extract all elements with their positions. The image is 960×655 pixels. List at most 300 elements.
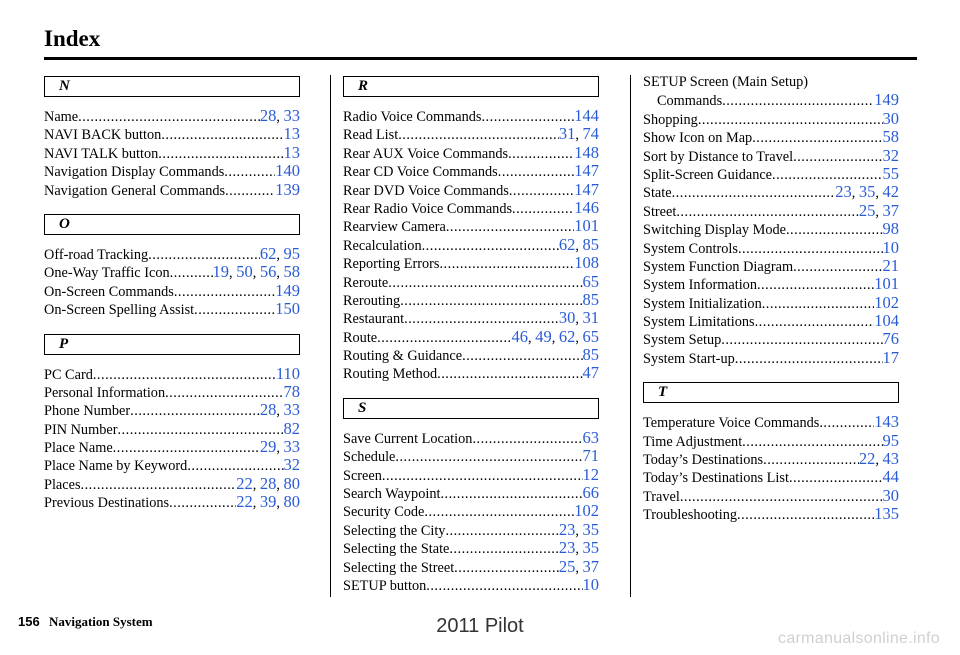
entry-pages — [883, 330, 900, 348]
page-link[interactable]: 33 — [283, 106, 300, 125]
entry-pages — [275, 162, 300, 180]
index-entry — [44, 493, 300, 511]
page-link[interactable]: 62 — [558, 234, 576, 254]
page-link[interactable]: 21 — [882, 255, 899, 275]
page-link[interactable]: 22 — [858, 449, 876, 469]
dot-leader — [755, 313, 875, 331]
index-entry — [343, 273, 599, 291]
page-link[interactable]: 46 — [511, 326, 529, 346]
entry-pages — [574, 162, 599, 180]
page-link[interactable]: 19 — [212, 262, 230, 282]
dot-leader — [498, 163, 575, 181]
page-link[interactable]: 13 — [283, 124, 300, 144]
page-link[interactable]: 95 — [283, 243, 300, 263]
entry-pages — [883, 487, 900, 505]
page-link[interactable]: 62 — [259, 243, 277, 263]
index-entry — [343, 181, 599, 199]
entry-pages — [574, 502, 599, 520]
entry-term: Rear DVD Voice Commands — [343, 182, 509, 199]
page-link[interactable]: 12 — [582, 464, 599, 484]
page-link[interactable]: 76 — [882, 329, 899, 349]
page-link[interactable]: 35 — [582, 538, 599, 558]
index-entry — [343, 429, 599, 447]
entry-list — [343, 429, 599, 595]
dot-leader — [225, 182, 275, 200]
entry-pages — [583, 576, 600, 594]
index-entry — [643, 147, 899, 165]
page-link[interactable]: 39 — [259, 492, 277, 512]
entry-pages: 22, 43 — [858, 449, 899, 469]
index-entry — [643, 275, 899, 293]
page-link[interactable]: 56 — [259, 262, 277, 282]
index-entry — [44, 401, 300, 419]
entry-pages — [275, 282, 300, 300]
entry-term: Schedule — [343, 449, 396, 466]
page-link[interactable]: 10 — [882, 237, 899, 257]
page-link[interactable]: 80 — [283, 473, 300, 493]
index-entry — [643, 468, 899, 486]
index-entry — [643, 73, 899, 91]
entry-pages — [883, 349, 900, 367]
entry-list — [643, 73, 899, 367]
page-link[interactable]: 147 — [574, 179, 599, 199]
footer-label: Navigation System — [48, 614, 153, 629]
page-link[interactable]: 10 — [582, 574, 599, 594]
dot-leader — [422, 237, 559, 255]
entry-pages: 28, 33 — [259, 106, 300, 125]
page-link[interactable]: 35 — [582, 519, 599, 539]
dot-leader — [793, 258, 882, 276]
entry-term: Reroute — [343, 274, 389, 291]
page-link[interactable]: 148 — [574, 142, 599, 162]
entry-term: Sort by Distance to Travel — [643, 148, 794, 165]
page-link[interactable]: 65 — [582, 271, 599, 291]
entry-term: Commands — [657, 93, 723, 110]
page-link[interactable]: 13 — [283, 142, 300, 162]
page-link[interactable]: 44 — [882, 467, 899, 487]
dot-leader — [508, 145, 574, 163]
entry-term: Navigation General Commands — [44, 182, 226, 199]
entry-list — [44, 365, 300, 512]
index-entry — [643, 110, 899, 128]
entry-term: Name — [44, 109, 79, 125]
page-link[interactable]: 49 — [535, 326, 552, 346]
page-link[interactable]: 71 — [582, 446, 599, 466]
entry-term: Selecting the City — [343, 522, 446, 539]
index-entry — [44, 383, 300, 401]
entry-pages — [883, 432, 900, 450]
page-title: Index — [44, 26, 101, 51]
entry-pages: 25, 37 — [858, 200, 899, 220]
entry-pages — [883, 239, 900, 257]
entry-term: Restaurant — [343, 311, 405, 328]
entry-pages: 22, 39, 80 — [236, 492, 300, 512]
index-entry — [643, 220, 899, 238]
dot-leader — [194, 301, 275, 319]
entry-list — [643, 413, 899, 523]
index-entry — [343, 558, 599, 576]
dot-leader — [169, 494, 236, 512]
page-link[interactable]: 80 — [283, 492, 300, 512]
entry-pages — [276, 365, 300, 383]
section-letter-s: S — [343, 398, 599, 419]
dot-leader — [738, 240, 883, 258]
index-entry — [643, 349, 899, 367]
page-link[interactable]: 23 — [558, 538, 576, 558]
page-link[interactable]: 135 — [874, 504, 899, 524]
page-link[interactable]: 62 — [558, 326, 576, 346]
page-link[interactable]: 65 — [582, 326, 599, 346]
entry-pages — [874, 91, 899, 109]
page-link[interactable]: 149 — [874, 90, 899, 110]
entry-pages — [883, 147, 900, 165]
page-link[interactable]: 42 — [882, 182, 899, 202]
entry-pages: 30, 31 — [558, 308, 599, 328]
index-entry — [343, 144, 599, 162]
entry-pages — [574, 254, 599, 272]
index-entry — [643, 432, 899, 450]
index-entry — [643, 487, 899, 505]
dot-leader — [439, 255, 574, 273]
dot-leader — [400, 292, 582, 310]
entry-term: State — [643, 185, 672, 202]
entry-term: Rear Radio Voice Commands — [343, 200, 513, 217]
entry-pages — [574, 181, 599, 199]
entry-list — [44, 245, 300, 319]
page-link[interactable]: 30 — [882, 485, 899, 505]
page-link[interactable]: 37 — [882, 200, 899, 220]
page-link[interactable]: 47 — [582, 363, 599, 383]
page-link[interactable]: 101 — [874, 274, 899, 294]
dot-leader — [762, 295, 875, 313]
page-link[interactable]: 58 — [882, 127, 899, 147]
index-entry — [343, 199, 599, 217]
index-entry — [343, 217, 599, 235]
entry-pages: 28, 33 — [259, 400, 300, 420]
entry-term: SETUP button — [343, 577, 427, 594]
page-link[interactable]: 146 — [574, 197, 599, 217]
entry-pages — [275, 181, 300, 199]
dot-leader — [388, 274, 582, 292]
page-link[interactable]: 33 — [283, 400, 300, 420]
dot-leader — [377, 329, 511, 347]
page-link[interactable]: 28 — [259, 400, 277, 420]
page-link[interactable]: 22 — [236, 473, 253, 493]
dot-leader — [672, 184, 836, 202]
page-link[interactable]: 82 — [283, 418, 300, 438]
index-entry — [643, 450, 899, 468]
page-link[interactable]: 66 — [582, 483, 599, 503]
page-link[interactable]: 35 — [858, 182, 876, 202]
index-entry — [643, 505, 899, 523]
entry-term: Route — [343, 329, 378, 346]
entry-term: System Start-up — [643, 350, 735, 367]
section-letter-p: P — [44, 334, 300, 355]
entry-term: Rear AUX Voice Commands — [343, 145, 509, 162]
entry-term: Personal Information — [44, 384, 166, 401]
entry-pages — [284, 383, 301, 401]
dot-leader — [395, 448, 582, 466]
page-link[interactable]: 147 — [574, 161, 599, 181]
index-entry — [643, 165, 899, 183]
dot-leader — [445, 522, 558, 540]
entry-term: Routing Method — [343, 366, 438, 383]
index-entry — [343, 484, 599, 502]
entry-pages — [284, 456, 301, 474]
entry-pages — [883, 128, 900, 146]
dot-leader — [224, 163, 275, 181]
entry-term: NAVI BACK button — [44, 127, 162, 144]
page-link[interactable]: 25 — [858, 200, 876, 220]
entry-term: NAVI TALK button — [44, 145, 159, 162]
entry-term: Security Code — [343, 504, 425, 521]
index-entry — [343, 162, 599, 180]
page-link[interactable]: 58 — [283, 262, 300, 282]
entry-list — [343, 107, 599, 383]
entry-pages — [574, 217, 599, 235]
index-entry — [343, 447, 599, 465]
page-link[interactable]: 22 — [236, 492, 253, 512]
entry-pages — [284, 144, 301, 162]
entry-pages — [583, 364, 600, 382]
index-entry — [44, 456, 300, 474]
entry-term: System Initialization — [643, 295, 762, 312]
dot-leader — [158, 145, 283, 163]
entry-pages: 23, 35 — [558, 519, 599, 539]
dot-leader — [426, 577, 582, 595]
page-link[interactable]: 63 — [582, 427, 599, 447]
page-link[interactable]: 85 — [582, 345, 599, 365]
dot-leader — [509, 182, 574, 200]
dot-leader — [446, 218, 574, 236]
dot-leader — [161, 126, 283, 144]
entry-term: On-Screen Commands — [44, 283, 174, 300]
page-link[interactable]: 31 — [558, 124, 576, 144]
entry-term: Selecting the State — [343, 541, 450, 558]
index-entry — [44, 420, 300, 438]
dot-leader — [382, 467, 583, 485]
entry-term: Read List — [343, 127, 399, 144]
entry-pages: 22, 28, 80 — [236, 473, 300, 493]
entry-term: Routing & Guidance — [343, 348, 463, 365]
title-rule — [44, 57, 917, 60]
dot-leader — [113, 439, 260, 457]
index-entry — [343, 236, 599, 254]
watermark: 2011 Pilot — [436, 615, 524, 637]
page-link[interactable]: 32 — [882, 145, 899, 165]
entry-term: Reporting Errors — [343, 256, 440, 273]
page-link[interactable]: 55 — [882, 163, 899, 183]
page-link[interactable]: 98 — [882, 219, 899, 239]
page-link[interactable]: 30 — [558, 308, 576, 328]
page-link[interactable]: 149 — [275, 280, 300, 300]
dot-leader — [93, 366, 276, 384]
section-letter-o: O — [44, 214, 300, 235]
entry-term: Time Adjustment — [643, 433, 743, 450]
entry-term: Split-Screen Guidance — [643, 166, 773, 183]
index-entry — [643, 239, 899, 257]
column-divider — [330, 75, 331, 597]
page-link[interactable]: 43 — [882, 449, 899, 469]
index-entry — [44, 438, 300, 456]
index-entry — [44, 365, 300, 383]
page-link[interactable]: 29 — [259, 437, 277, 457]
dot-leader — [735, 350, 883, 368]
dot-leader — [722, 92, 874, 110]
dot-leader — [440, 485, 582, 503]
dot-leader — [793, 148, 882, 166]
column-divider — [630, 75, 631, 597]
entry-term: Place Name — [44, 440, 113, 457]
index-entry — [343, 539, 599, 557]
page-link[interactable]: 25 — [558, 556, 576, 576]
entry-pages: 19, 50, 56, 58 — [212, 262, 300, 282]
page-link[interactable]: 32 — [283, 455, 300, 475]
page-link[interactable]: 108 — [574, 253, 599, 273]
entry-term: Today’s Destinations List — [643, 470, 789, 487]
entry-pages — [874, 294, 899, 312]
entry-pages — [583, 484, 600, 502]
entry-term: Selecting the Street — [343, 559, 455, 576]
index-entry — [343, 502, 599, 520]
dot-leader — [424, 503, 574, 521]
page-link[interactable]: 28 — [259, 106, 277, 125]
index-entry — [44, 125, 300, 143]
index-entry — [343, 291, 599, 309]
index-entry — [643, 312, 899, 330]
entry-term: Search Waypoint — [343, 486, 441, 503]
index-entry — [643, 91, 899, 109]
entry-term: Travel — [643, 488, 680, 505]
index-entry — [44, 144, 300, 162]
index-entry — [343, 309, 599, 327]
index-column-2 — [343, 76, 599, 609]
dot-leader — [752, 129, 882, 147]
page-link[interactable]: 17 — [882, 347, 899, 367]
dot-leader — [676, 203, 858, 221]
entry-pages — [874, 275, 899, 293]
page-link[interactable]: 23 — [558, 519, 576, 539]
page-link[interactable]: 144 — [574, 106, 599, 125]
dot-leader — [174, 283, 275, 301]
index-entry — [643, 202, 899, 220]
index-column-3 — [643, 76, 899, 539]
page-link[interactable]: 85 — [582, 234, 599, 254]
page-link[interactable]: 140 — [275, 161, 300, 181]
dot-leader — [170, 264, 213, 282]
entry-pages — [574, 107, 599, 125]
entry-pages — [583, 291, 600, 309]
page-link[interactable]: 31 — [582, 308, 599, 328]
entry-pages — [883, 257, 900, 275]
entry-pages — [275, 300, 300, 318]
entry-pages — [583, 273, 600, 291]
page-link[interactable]: 139 — [275, 179, 300, 199]
entry-term: Radio Voice Commands — [343, 109, 482, 125]
page-link[interactable]: 33 — [283, 437, 300, 457]
page-link[interactable]: 110 — [275, 363, 300, 383]
page-link[interactable]: 102 — [574, 501, 599, 521]
entry-term: Screen — [343, 467, 382, 484]
entry-term: On-Screen Spelling Assist — [44, 302, 195, 319]
entry-pages: 25, 37 — [558, 556, 599, 576]
entry-term: Rerouting — [343, 292, 401, 309]
page-link[interactable]: 37 — [582, 556, 599, 576]
dot-leader — [117, 421, 283, 439]
page-link[interactable]: 28 — [259, 473, 277, 493]
entry-term: System Function Diagram — [643, 258, 794, 275]
dot-leader — [454, 559, 559, 577]
index-entry — [44, 263, 300, 281]
entry-term: Street — [643, 203, 677, 220]
page-link[interactable]: 78 — [283, 381, 300, 401]
index-entry — [44, 181, 300, 199]
dot-leader — [449, 540, 558, 558]
entry-pages — [874, 413, 899, 431]
entry-term: Troubleshooting — [643, 507, 738, 524]
dot-leader — [437, 365, 582, 383]
entry-term: System Information — [643, 277, 757, 294]
page-link[interactable]: 143 — [874, 412, 899, 432]
page-link[interactable]: 85 — [582, 289, 599, 309]
entry-term: Temperature Voice Commands — [643, 415, 820, 432]
page-link[interactable]: 102 — [874, 292, 899, 312]
entry-term: PIN Number — [44, 421, 118, 438]
page-link[interactable]: 101 — [574, 216, 599, 236]
entry-pages — [874, 505, 899, 523]
page-link[interactable]: 95 — [882, 430, 899, 450]
index-entry — [643, 257, 899, 275]
entry-pages: 23, 35 — [558, 538, 599, 558]
dot-leader — [472, 430, 582, 448]
entry-term: Off-road Tracking — [44, 246, 149, 263]
page-link[interactable]: 30 — [882, 108, 899, 128]
dot-leader — [763, 451, 859, 469]
index-entry — [343, 521, 599, 539]
dot-leader — [757, 276, 874, 294]
entry-pages: 31, 74 — [558, 124, 599, 144]
entry-pages — [883, 468, 900, 486]
page-link[interactable]: 104 — [874, 311, 899, 331]
page-link[interactable]: 50 — [236, 262, 253, 282]
dot-leader — [819, 414, 874, 432]
index-entry — [44, 300, 300, 318]
entry-term: Recalculation — [343, 237, 422, 254]
entry-term: Save Current Location — [343, 430, 473, 447]
index-entry — [643, 294, 899, 312]
entry-pages — [284, 125, 301, 143]
dot-leader — [786, 221, 883, 239]
index-entry — [44, 475, 300, 493]
dot-leader — [78, 108, 260, 126]
entry-pages — [583, 429, 600, 447]
dot-leader — [721, 331, 882, 349]
dot-leader — [789, 469, 883, 487]
entry-term: Rearview Camera — [343, 219, 446, 236]
entry-term: System Controls — [643, 240, 738, 257]
page-link[interactable]: 150 — [275, 299, 300, 319]
entry-term: Today’s Destinations — [643, 452, 764, 469]
entry-term: Rear CD Voice Commands — [343, 164, 498, 181]
page-link[interactable]: 23 — [835, 182, 852, 202]
entry-term: Phone Number — [44, 403, 131, 420]
page-link[interactable]: 74 — [582, 124, 599, 144]
entry-pages: 62, 95 — [259, 243, 300, 263]
index-entry — [343, 466, 599, 484]
site-watermark: carmanualsonline.info — [778, 630, 940, 647]
dot-leader — [512, 200, 574, 218]
entry-pages — [284, 420, 301, 438]
